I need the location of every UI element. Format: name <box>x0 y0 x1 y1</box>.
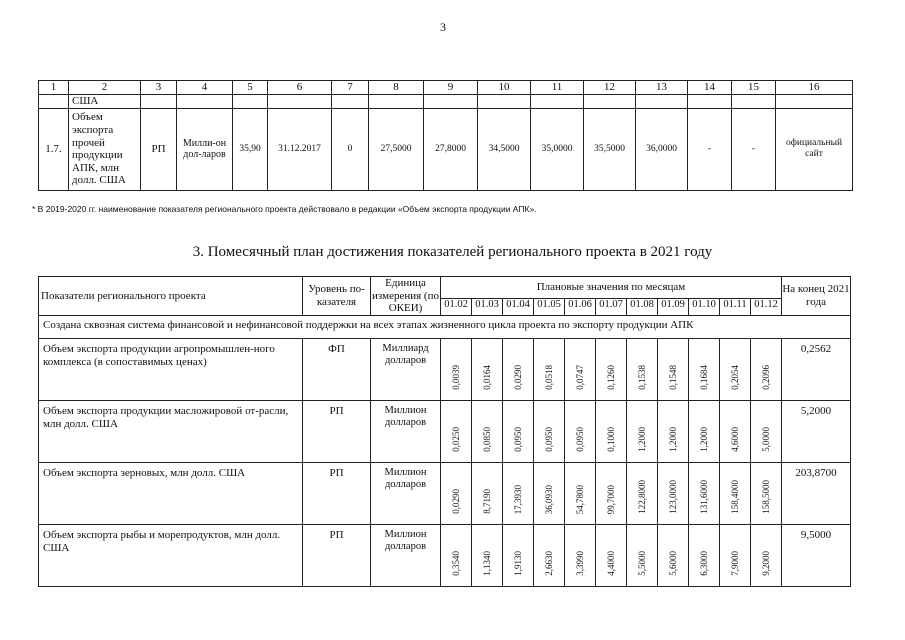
col-number: 11 <box>531 81 584 95</box>
col-number: 13 <box>636 81 688 95</box>
carry-over-text: США <box>69 95 141 109</box>
footnote: * В 2019-2020 гг. наименование показателя регионального проекта действовало в редакции «Объем экспорта продукции АПК». <box>32 204 537 214</box>
month-value: 0,0850 <box>481 427 492 452</box>
header-unit: Единица измерения (по ОКЕИ) <box>372 277 439 315</box>
table-header-row <box>39 277 851 299</box>
month-value: 9,2000 <box>760 551 771 576</box>
col-number: 4 <box>177 81 233 95</box>
month-value: 5,6000 <box>667 551 678 576</box>
indicator-unit: Милли-он дол-ларов <box>177 108 233 190</box>
month-header: 01.07 <box>596 298 627 315</box>
section-title: 3. Помесячный план достижения показателей регионального проекта в 2021 году <box>192 244 713 260</box>
table-row <box>39 400 851 462</box>
month-header: 01.04 <box>503 298 534 315</box>
indicator-level: ФП <box>303 338 371 400</box>
value-cell: 35,5000 <box>584 108 636 190</box>
month-value: 0,1684 <box>698 365 709 390</box>
col-number: 8 <box>369 81 424 95</box>
column-number-row <box>39 81 853 95</box>
col-number: 16 <box>776 81 853 95</box>
month-value: 123,0000 <box>667 480 678 514</box>
indicator-name: Объем экспорта продукции агропромышлен-ного комплекса (в сопоставимых ценах) <box>39 338 303 400</box>
month-value: 17,3930 <box>512 484 523 514</box>
month-value: 7,9000 <box>729 551 740 576</box>
month-header: 01.06 <box>565 298 596 315</box>
month-value: 0,1000 <box>605 427 616 452</box>
col-number: 7 <box>332 81 369 95</box>
indicator-level: РП <box>303 462 371 524</box>
year-end-value: 5,2000 <box>782 400 851 462</box>
month-value: 158,4000 <box>729 480 740 514</box>
indicator-name: Объем экспорта прочей продукции АПК, млн долл. США <box>69 108 141 190</box>
month-value: 6,3000 <box>698 551 709 576</box>
month-header: 01.08 <box>627 298 658 315</box>
section-row <box>39 315 851 338</box>
table-row <box>39 338 851 400</box>
value-cell: 0 <box>332 108 369 190</box>
col-number: 5 <box>233 81 268 95</box>
col-number: 15 <box>732 81 776 95</box>
month-value: 0,1538 <box>636 365 647 390</box>
month-value: 1,9130 <box>512 551 523 576</box>
month-value: 4,6000 <box>729 427 740 452</box>
base-date: 31.12.2017 <box>268 108 332 190</box>
table-row <box>39 108 853 190</box>
month-value: 0,1548 <box>667 365 678 390</box>
month-value: 8,7190 <box>481 489 492 514</box>
month-value: 0,0164 <box>481 365 492 390</box>
monthly-plan-table <box>38 276 851 587</box>
month-header: 01.02 <box>441 298 472 315</box>
month-header: 01.05 <box>534 298 565 315</box>
month-value: 131,6000 <box>698 480 709 514</box>
value-cell: 36,0000 <box>636 108 688 190</box>
month-value: 1,2000 <box>698 427 709 452</box>
value-cell: - <box>688 108 732 190</box>
month-header: 01.12 <box>751 298 782 315</box>
indicator-name: Объем экспорта зерновых, млн долл. США <box>39 462 303 524</box>
indicator-name: Объем экспорта продукции масложировой от-расли, млн долл. США <box>39 400 303 462</box>
indicator-level: РП <box>141 108 177 190</box>
col-number: 9 <box>424 81 478 95</box>
month-value: 5,0000 <box>760 427 771 452</box>
month-value: 0,2096 <box>760 365 771 390</box>
month-value: 1,1340 <box>481 551 492 576</box>
header-level: Уровень по-казателя <box>303 277 371 316</box>
month-value: 158,5000 <box>760 480 771 514</box>
month-value: 0,0950 <box>574 427 585 452</box>
col-number: 3 <box>141 81 177 95</box>
month-value: 3,3990 <box>574 551 585 576</box>
month-value: 0,0250 <box>450 427 461 452</box>
month-value: 36,0930 <box>543 484 554 514</box>
page-number: 3 <box>440 20 446 34</box>
section-row-text: Создана сквозная система финансовой и нефинансовой поддержки на всех этапах жизненного цикла проекта по экспорту продукции АПК <box>39 315 851 338</box>
table-row <box>39 524 851 586</box>
month-value: 0,0290 <box>450 489 461 514</box>
indicator-unit: Миллион долларов <box>371 462 441 524</box>
col-number: 10 <box>478 81 531 95</box>
header-planned: Плановые значения по месяцам <box>441 277 782 299</box>
header-total: На конец 2021 года <box>782 277 851 316</box>
month-value: 1,2000 <box>667 427 678 452</box>
month-value: 0,0518 <box>543 365 554 390</box>
col-number: 2 <box>69 81 141 95</box>
month-value: 122,8000 <box>636 480 647 514</box>
header-indicators: Показатели регионального проекта <box>39 277 303 316</box>
month-header: 01.03 <box>472 298 503 315</box>
value-cell: 34,5000 <box>478 108 531 190</box>
indicator-name: Объем экспорта рыбы и морепродуктов, млн долл. США <box>39 524 303 586</box>
month-value: 0,0747 <box>574 365 585 390</box>
indicator-unit: Миллиард долларов <box>371 338 441 400</box>
month-header: 01.11 <box>720 298 751 315</box>
col-number: 1 <box>39 81 69 95</box>
month-value: 5,5000 <box>636 551 647 576</box>
month-header: 01.10 <box>689 298 720 315</box>
month-value: 0,0950 <box>543 427 554 452</box>
source-cell: официальный сайт <box>776 108 853 190</box>
month-value: 0,0039 <box>450 365 461 390</box>
month-value: 4,4000 <box>605 551 616 576</box>
value-cell: 35,0000 <box>531 108 584 190</box>
value-cell: - <box>732 108 776 190</box>
month-value: 0,1260 <box>605 365 616 390</box>
year-end-value: 203,8700 <box>782 462 851 524</box>
month-value: 0,0290 <box>512 365 523 390</box>
month-value: 1,2000 <box>636 427 647 452</box>
month-value: 99,7000 <box>605 484 616 514</box>
carry-over-row <box>39 95 853 109</box>
indicator-level: РП <box>303 400 371 462</box>
col-number: 6 <box>268 81 332 95</box>
month-header: 01.09 <box>658 298 689 315</box>
month-value: 54,7800 <box>574 484 585 514</box>
col-number: 14 <box>688 81 732 95</box>
value-cell: 27,5000 <box>369 108 424 190</box>
year-end-value: 9,5000 <box>782 524 851 586</box>
indicators-table-continued <box>38 80 853 191</box>
indicator-unit: Миллион долларов <box>371 400 441 462</box>
month-value: 0,2054 <box>729 365 740 390</box>
value-cell: 27,8000 <box>424 108 478 190</box>
indicator-level: РП <box>303 524 371 586</box>
month-value: 0,0950 <box>512 427 523 452</box>
indicator-unit: Миллион долларов <box>371 524 441 586</box>
base-value: 35,90 <box>233 108 268 190</box>
month-value: 2,6630 <box>543 551 554 576</box>
row-number: 1.7. <box>39 108 69 190</box>
year-end-value: 0,2562 <box>782 338 851 400</box>
month-value: 0,3540 <box>450 551 461 576</box>
col-number: 12 <box>584 81 636 95</box>
table-row <box>39 462 851 524</box>
